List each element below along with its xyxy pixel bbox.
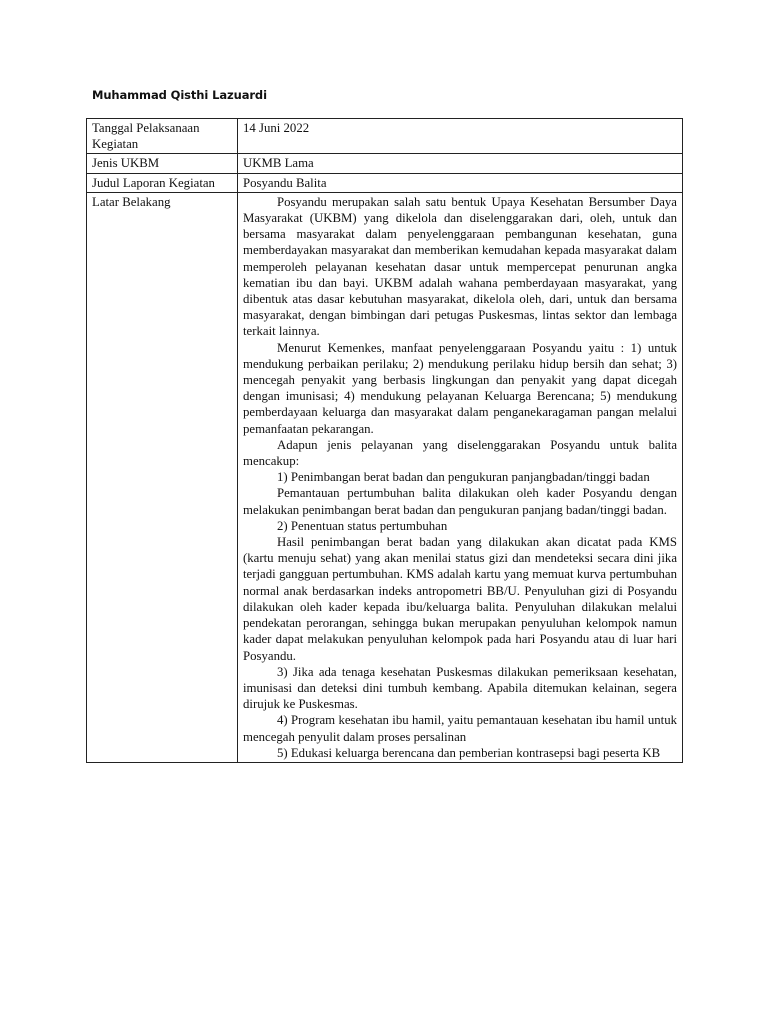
paragraph: Hasil penimbangan berat badan yang dilakukan akan dicatat pada KMS (kartu menuju sehat) yang akan menilai status gizi dan mendeteksi secara dini jika terjadi gangguan pertumbuhan. KMS adalah kartu yang memuat kurva pertumbuhan normal anak berdasarkan indeks antropometri BB/U. Penyuluhan gizi di Posyandu dilakukan oleh kader kepada ibu/keluarga balita. Penyuluhan dilakukan melalui pendekatan perorangan, sehingga bukan merupakan penyuluhan kelompok namun kader dapat melakukan penyuluhan kelompok pada hari Posyandu atau di luar hari Posyandu. [243,535,677,663]
table-row-judul-laporan [87,173,683,192]
label-tanggal-pelaksanaan: Tanggal Pelaksanaan Kegiatan [87,119,238,154]
label-judul-laporan: Judul Laporan Kegiatan [87,173,238,192]
table-row-latar-belakang [87,192,683,762]
paragraph: Pemantauan pertumbuhan balita dilakukan oleh kader Posyandu dengan melakukan penimbangan berat badan dan pengukuran panjang badan/tinggi badan. [243,486,677,517]
value-latar-belakang [238,192,683,762]
list-item: 1) Penimbangan berat badan dan pengukuran panjangbadan/tinggi badan [277,470,650,485]
value-tanggal-pelaksanaan: 14 Juni 2022 [238,119,683,154]
list-item: 4) Program kesehatan ibu hamil, yaitu pemantauan kesehatan ibu hamil untuk mencegah penyulit dalam proses persalinan [243,713,677,744]
paragraph: Menurut Kemenkes, manfaat penyelenggaraan Posyandu yaitu : 1) untuk mendukung perbaikan perilaku; 2) mendukung perilaku hidup bersih dan sehat; 3) mencegah penyakit yang berbasis lingkungan dan penyakit yang dapat dicegah dengan imunisasi; 4) mendukung pelayanan Keluarga Berencana; 5) mendukung pemberdayaan keluarga dan masyarakat dalam penganekaragaman pangan melalui pemanfaatan pekarangan. [243,340,677,436]
author-name: Muhammad Qisthi Lazuardi [92,88,267,102]
table-row-tanggal [87,119,683,154]
report-table [86,118,683,763]
list-item: 2) Penentuan status pertumbuhan [277,518,448,533]
value-judul-laporan: Posyandu Balita [238,173,683,192]
paragraph: Adapun jenis pelayanan yang diselenggarakan Posyandu untuk balita mencakup: [243,437,677,469]
label-latar-belakang: Latar Belakang [87,192,238,762]
list-item: 5) Edukasi keluarga berencana dan pemberian kontrasepsi bagi peserta KB [277,745,661,760]
paragraph: Posyandu merupakan salah satu bentuk Upaya Kesehatan Bersumber Daya Masyarakat (UKBM) yang dikelola dan diselenggarakan dari, oleh, untuk dan bersama masyarakat dalam penyelenggaraan pembangunan kesehatan, guna memberdayakan masyarakat dan memberikan kemudahan kepada masyarakat dalam memperoleh pelayanan kesehatan dasar untuk mempercepat penurunan angka kematian ibu dan bayi. UKBM adalah wahana pemberdayaan masyarakat, yang dibentuk atas dasar kebutuhan masyarakat, dikelola oleh, dari, untuk dan bersama masyarakat, dengan bimbingan dari petugas Puskesmas, lintas sektor dan lembaga terkait lainnya. [243,194,677,339]
label-jenis-ukbm: Jenis UKBM [87,154,238,173]
value-jenis-ukbm: UKMB Lama [238,154,683,173]
list-item: 3) Jika ada tenaga kesehatan Puskesmas dilakukan pemeriksaan kesehatan, imunisasi dan deteksi dini tumbuh kembang. Apabila ditemukan kelainan, segera dirujuk ke Puskesmas. [243,664,677,712]
table-row-jenis-ukbm [87,154,683,173]
